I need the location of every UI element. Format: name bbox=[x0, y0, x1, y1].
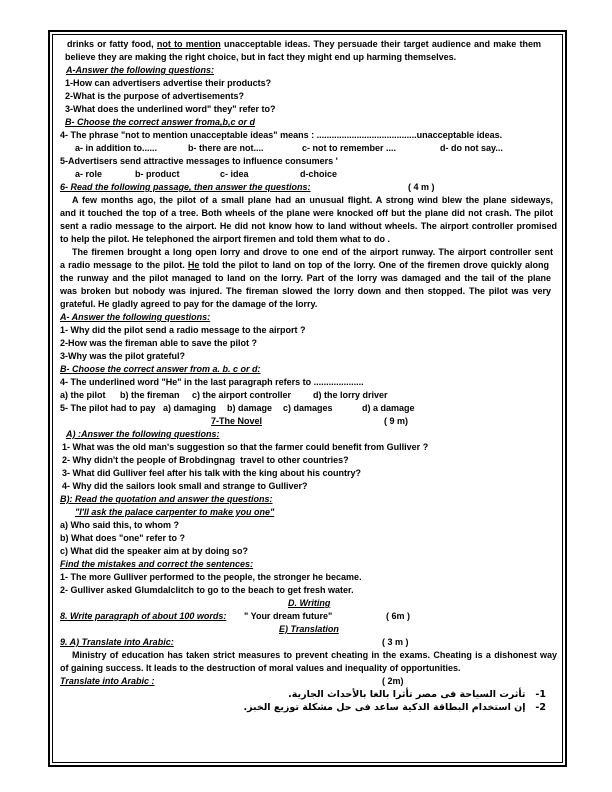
mcq-option: d) a damage bbox=[362, 403, 415, 413]
section-heading-row bbox=[0, 675, 612, 688]
mcq-question: 4- The underlined word "He" in the last paragraph refers to .................... bbox=[60, 377, 364, 387]
passage-line bbox=[0, 194, 612, 207]
question-row bbox=[0, 519, 612, 532]
section-heading-row bbox=[0, 415, 612, 428]
passage-text: the runway and the pilot managed to land on the lorry. Part of the lorry was damaged and the tail of the plane bbox=[60, 273, 551, 283]
reading-heading: 6- Read the following passage, then answer the questions: bbox=[60, 182, 311, 192]
translation-passage-line bbox=[0, 662, 612, 675]
passage-line bbox=[0, 259, 612, 272]
section-heading-row bbox=[0, 558, 612, 571]
text-run: a radio message to the pilot. bbox=[60, 260, 188, 270]
marks-label: ( 9 m) bbox=[384, 416, 409, 426]
mcq-option: a- role bbox=[75, 169, 103, 179]
section-heading-row bbox=[0, 116, 612, 129]
arabic-sentence: 2- إن استخدام البطاقة الذكية ساعد فى حل مشكلة توزيع الخبز. bbox=[243, 702, 546, 713]
question: 1-How can advertisers advertise their products? bbox=[65, 78, 272, 88]
marks-label: ( 3 m ) bbox=[382, 637, 409, 647]
question-row bbox=[0, 441, 612, 454]
passage-line bbox=[0, 246, 612, 259]
novel-part-a-heading: A) :Answer the following questions: bbox=[66, 429, 220, 439]
translation-part-a-heading: 9. A) Translate into Arabic: bbox=[60, 637, 174, 647]
text-run: unacceptable ideas. They persuade their target audience and make them bbox=[220, 39, 541, 49]
mcq-option: c- not to remember .... bbox=[302, 143, 397, 153]
underlined-phrase: not to mention bbox=[156, 39, 221, 49]
sentence: 2- Gulliver asked Glumdalclitch to go to the beach to get fresh water. bbox=[60, 585, 354, 595]
question-row bbox=[0, 480, 612, 493]
underlined-word: He bbox=[187, 260, 200, 270]
question-row bbox=[0, 324, 612, 337]
passage-line bbox=[0, 220, 612, 233]
question-row bbox=[0, 545, 612, 558]
mcq-option: c- idea bbox=[220, 169, 249, 179]
novel-part-c-heading: Find the mistakes and correct the sentences: bbox=[60, 559, 254, 569]
passage-text: sent a radio message to the airport. He did not know how to land without wheels. The airport controller promised bbox=[60, 221, 557, 231]
marks-label: ( 6m ) bbox=[386, 611, 411, 621]
mcq-option: b) damage bbox=[227, 403, 273, 413]
question-row bbox=[0, 532, 612, 545]
section-heading-row bbox=[0, 363, 612, 376]
mcq-option: b- there are not.... bbox=[188, 143, 264, 153]
text-run: drinks or fatty food, bbox=[67, 39, 157, 49]
passage-end-line-2: believe they are making the right choice, but in fact they might end up harming themselves. bbox=[65, 52, 457, 62]
translation-passage-line bbox=[0, 649, 612, 662]
reading-part-a-heading: A- Answer the following questions: bbox=[60, 312, 211, 322]
passage-line bbox=[0, 272, 612, 285]
passage-text: Ministry of education has taken strict measures to prevent cheating in the exams. Cheating is a dishonest way bbox=[72, 650, 557, 660]
passage-text: of gaining success. It leads to the destruction of moral values and inequality of opportunities. bbox=[60, 663, 461, 673]
mcq-question: 5-Advertisers send attractive messages to influence consumers ' bbox=[60, 156, 338, 166]
section-heading-row bbox=[0, 311, 612, 324]
passage-text: was broken but nobody was injured. The fireman slowed the lorry down and then stopped. The pilot was very bbox=[60, 286, 551, 296]
passage-end-line-1 bbox=[67, 38, 541, 51]
writing-topic: " Your dream future" bbox=[244, 611, 333, 621]
mcq-option: d) the lorry driver bbox=[313, 390, 388, 400]
question: a) Who said this, to whom ? bbox=[60, 520, 179, 530]
question-row bbox=[0, 350, 612, 363]
question: 3-Why was the pilot grateful? bbox=[60, 351, 186, 361]
arabic-sentence-row bbox=[0, 688, 612, 701]
question-row bbox=[0, 467, 612, 480]
arabic-sentence: 1- تأثرت السياحة فى مصر تأثرا بالغا بالأحداث الجارية. bbox=[288, 689, 546, 700]
quotation: "I'll ask the palace carpenter to make you one" bbox=[75, 507, 275, 517]
options-row bbox=[0, 142, 612, 155]
question-row bbox=[0, 77, 612, 90]
marks-label: ( 4 m ) bbox=[408, 182, 435, 192]
section-heading-row bbox=[0, 597, 612, 610]
section-heading-row bbox=[0, 636, 612, 649]
mcq-option: b- product bbox=[135, 169, 180, 179]
passage-line bbox=[0, 233, 612, 246]
mcq-option: a) damaging bbox=[163, 403, 217, 413]
passage-text: grateful. He gladly agreed to pay for the damage of the lorry. bbox=[60, 299, 318, 309]
novel-part-b-heading: B): Read the quotation and answer the questions: bbox=[60, 494, 273, 504]
question-row bbox=[0, 454, 612, 467]
passage-text: to help the pilot. He telephoned the airport firemen and told them what to do . bbox=[60, 234, 391, 244]
question: c) What did the speaker aim at by doing so? bbox=[60, 546, 249, 556]
mcq-question: 5- The pilot had to pay bbox=[60, 403, 156, 413]
section-heading-row bbox=[0, 493, 612, 506]
question: 3- What did Gulliver feel after his talk with the king about his country? bbox=[62, 468, 362, 478]
passage-text: and it touched the top of a tree. Both wheels of the plane were knocked off but the plane did not crash. The pilot bbox=[60, 208, 553, 218]
question: 2-How was the fireman able to save the pilot ? bbox=[60, 338, 258, 348]
mcq-question: 4- The phrase "not to mention unacceptable ideas" means : ........................................unacceptable ideas. bbox=[60, 130, 503, 140]
sentence-row bbox=[0, 584, 612, 597]
question-row bbox=[0, 337, 612, 350]
passage-line bbox=[0, 298, 612, 311]
question: 1- Why did the pilot send a radio message to the airport ? bbox=[60, 325, 306, 335]
question: 4- Why did the sailors look small and strange to Gulliver? bbox=[62, 481, 308, 491]
passage-line bbox=[0, 285, 612, 298]
writing-heading: D. Writing bbox=[288, 598, 331, 608]
text-run: told the pilot to land on top of the lorry. One of the firemen drove quickly along bbox=[199, 260, 549, 270]
question: b) What does "one" refer to ? bbox=[60, 533, 186, 543]
passage-text bbox=[60, 259, 549, 272]
question: 2- Why didn't the people of Brobdingnag travel to other countries? bbox=[62, 455, 349, 465]
mcq-option: b) the fireman bbox=[120, 390, 180, 400]
options-row bbox=[0, 402, 612, 415]
question: 3-What does the underlined word" they" refer to? bbox=[65, 104, 276, 114]
sentence: 1- The more Gulliver performed to the people, the stronger he became. bbox=[60, 572, 362, 582]
exam-content bbox=[0, 38, 612, 714]
translation-heading: E) Translation bbox=[279, 624, 339, 634]
question-row bbox=[0, 129, 612, 142]
sentence-row bbox=[0, 571, 612, 584]
reading-part-b-heading: B- Choose the correct answer from a. b. c or d: bbox=[60, 364, 261, 374]
novel-heading: 7-The Novel bbox=[211, 416, 263, 426]
section-heading-row bbox=[0, 181, 612, 194]
question-row bbox=[0, 103, 612, 116]
section-heading-row bbox=[0, 64, 612, 77]
section-heading-row bbox=[0, 623, 612, 636]
passage-line bbox=[0, 207, 612, 220]
mcq-option: d-choice bbox=[300, 169, 338, 179]
question: 2-What is the purpose of advertisements? bbox=[65, 91, 245, 101]
marks-label: ( 2m) bbox=[382, 676, 404, 686]
mcq-option: a) the pilot bbox=[60, 390, 106, 400]
question-row bbox=[0, 376, 612, 389]
question-row bbox=[0, 155, 612, 168]
writing-task: 8. Write paragraph of about 100 words: bbox=[60, 611, 227, 621]
mcq-option: d- do not say... bbox=[440, 143, 503, 153]
writing-task-row bbox=[0, 610, 612, 623]
question: 1- What was the old man's suggestion so that the farmer could benefit from Gulliver ? bbox=[62, 442, 429, 452]
mcq-option: c) the airport controller bbox=[192, 390, 292, 400]
arabic-sentence-row bbox=[0, 701, 612, 714]
options-row bbox=[0, 168, 612, 181]
section-heading-row bbox=[0, 428, 612, 441]
mcq-option: a- in addition to...... bbox=[75, 143, 157, 153]
quotation-row bbox=[0, 506, 612, 519]
passage-text: The firemen brought a long open lorry and drove to one end of the airport runway. The airport controller sent bbox=[72, 247, 553, 257]
passage-end-line bbox=[0, 38, 612, 51]
question-row bbox=[0, 90, 612, 103]
passage-end-line bbox=[0, 51, 612, 64]
advertising-part-a-heading: A-Answer the following questions: bbox=[66, 65, 214, 75]
mcq-option: c) damages bbox=[283, 403, 333, 413]
options-row bbox=[0, 389, 612, 402]
advertising-part-b-heading: B- Choose the correct answer froma,b,c or d bbox=[65, 117, 256, 127]
translation-part-b-heading: Translate into Arabic : bbox=[60, 676, 155, 686]
passage-text: A few months ago, the pilot of a small plane had an unusual flight. A strong wind blew the plane sideways, bbox=[72, 195, 553, 205]
